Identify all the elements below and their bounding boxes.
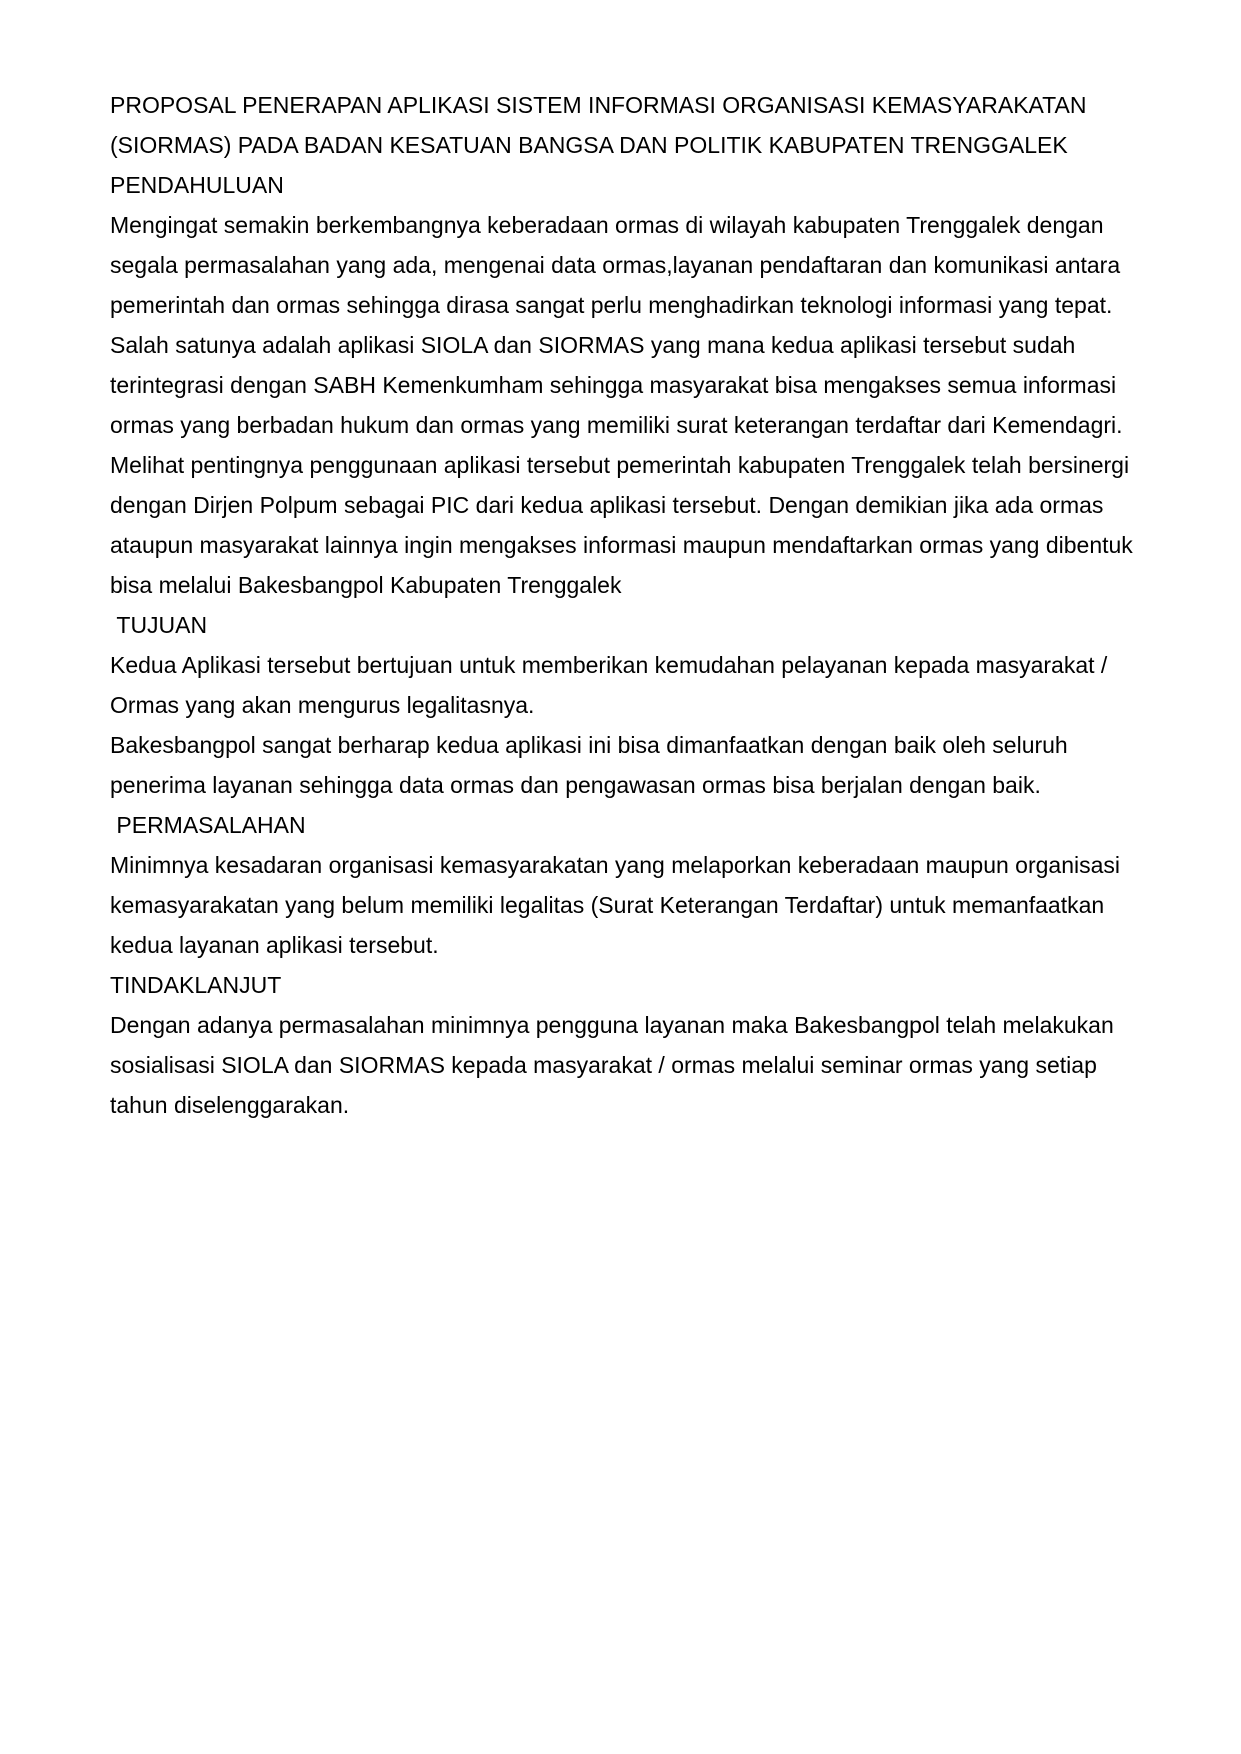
document-title: PROPOSAL PENERAPAN APLIKASI SISTEM INFORMASI ORGANISASI KEMASYARAKATAN (SIORMAS) PADA BADAN KESATUAN BANGSA DAN POLITIK KABUPATEN TRENGGALEK — [110, 92, 1087, 158]
section-tujuan-paragraph-1: Kedua Aplikasi tersebut bertujuan untuk memberikan kemudahan pelayanan kepada masyarakat / Ormas yang akan mengurus legalitasnya. — [110, 652, 1108, 718]
section-tujuan-paragraph-2: Bakesbangpol sangat berharap kedua aplikasi ini bisa dimanfaatkan dengan baik oleh seluruh penerima layanan sehingga data ormas dan pengawasan ormas bisa berjalan dengan baik. — [110, 732, 1068, 798]
section-heading-tujuan: TUJUAN — [110, 612, 208, 638]
section-heading-permasalahan: PERMASALAHAN — [110, 812, 306, 838]
section-heading-pendahuluan: PENDAHULUAN — [110, 172, 284, 198]
section-permasalahan-paragraph: Minimnya kesadaran organisasi kemasyarakatan yang melaporkan keberadaan maupun organisasi kemasyarakatan yang belum memiliki legalitas (Surat Keterangan Terdaftar) untuk memanfaatkan kedua layanan aplikasi tersebut. — [110, 852, 1121, 958]
section-tindaklanjut-paragraph: Dengan adanya permasalahan minimnya pengguna layanan maka Bakesbangpol telah melakukan sosialisasi SIOLA dan SIORMAS kepada masyarakat / ormas melalui seminar ormas yang setiap tahun diselenggarakan. — [110, 1012, 1114, 1118]
section-pendahuluan-paragraph: Mengingat semakin berkembangnya keberadaan ormas di wilayah kabupaten Trenggalek dengan segala permasalahan yang ada, mengenai data ormas,layanan pendaftaran dan komunikasi antara pemerintah dan ormas sehingga dirasa sangat perlu menghadirkan teknologi informasi yang tepat. Salah satunya adalah aplikasi SIOLA dan SIORMAS yang mana kedua aplikasi tersebut sudah terintegrasi dengan SABH Kemenkumham sehingga masyarakat bisa mengakses semua informasi ormas yang berbadan hukum dan ormas yang memiliki surat keterangan terdaftar dari Kemendagri. Melihat pentingnya penggunaan aplikasi tersebut pemerintah kabupaten Trenggalek telah bersinergi dengan Dirjen Polpum sebagai PIC dari kedua aplikasi tersebut. Dengan demikian jika ada ormas ataupun masyarakat lainnya ingin mengakses informasi maupun mendaftarkan ormas yang dibentuk bisa melalui Bakesbangpol Kabupaten Trenggalek — [110, 212, 1133, 598]
section-heading-tindaklanjut: TINDAKLANJUT — [110, 972, 282, 998]
document-content — [110, 85, 1140, 1125]
